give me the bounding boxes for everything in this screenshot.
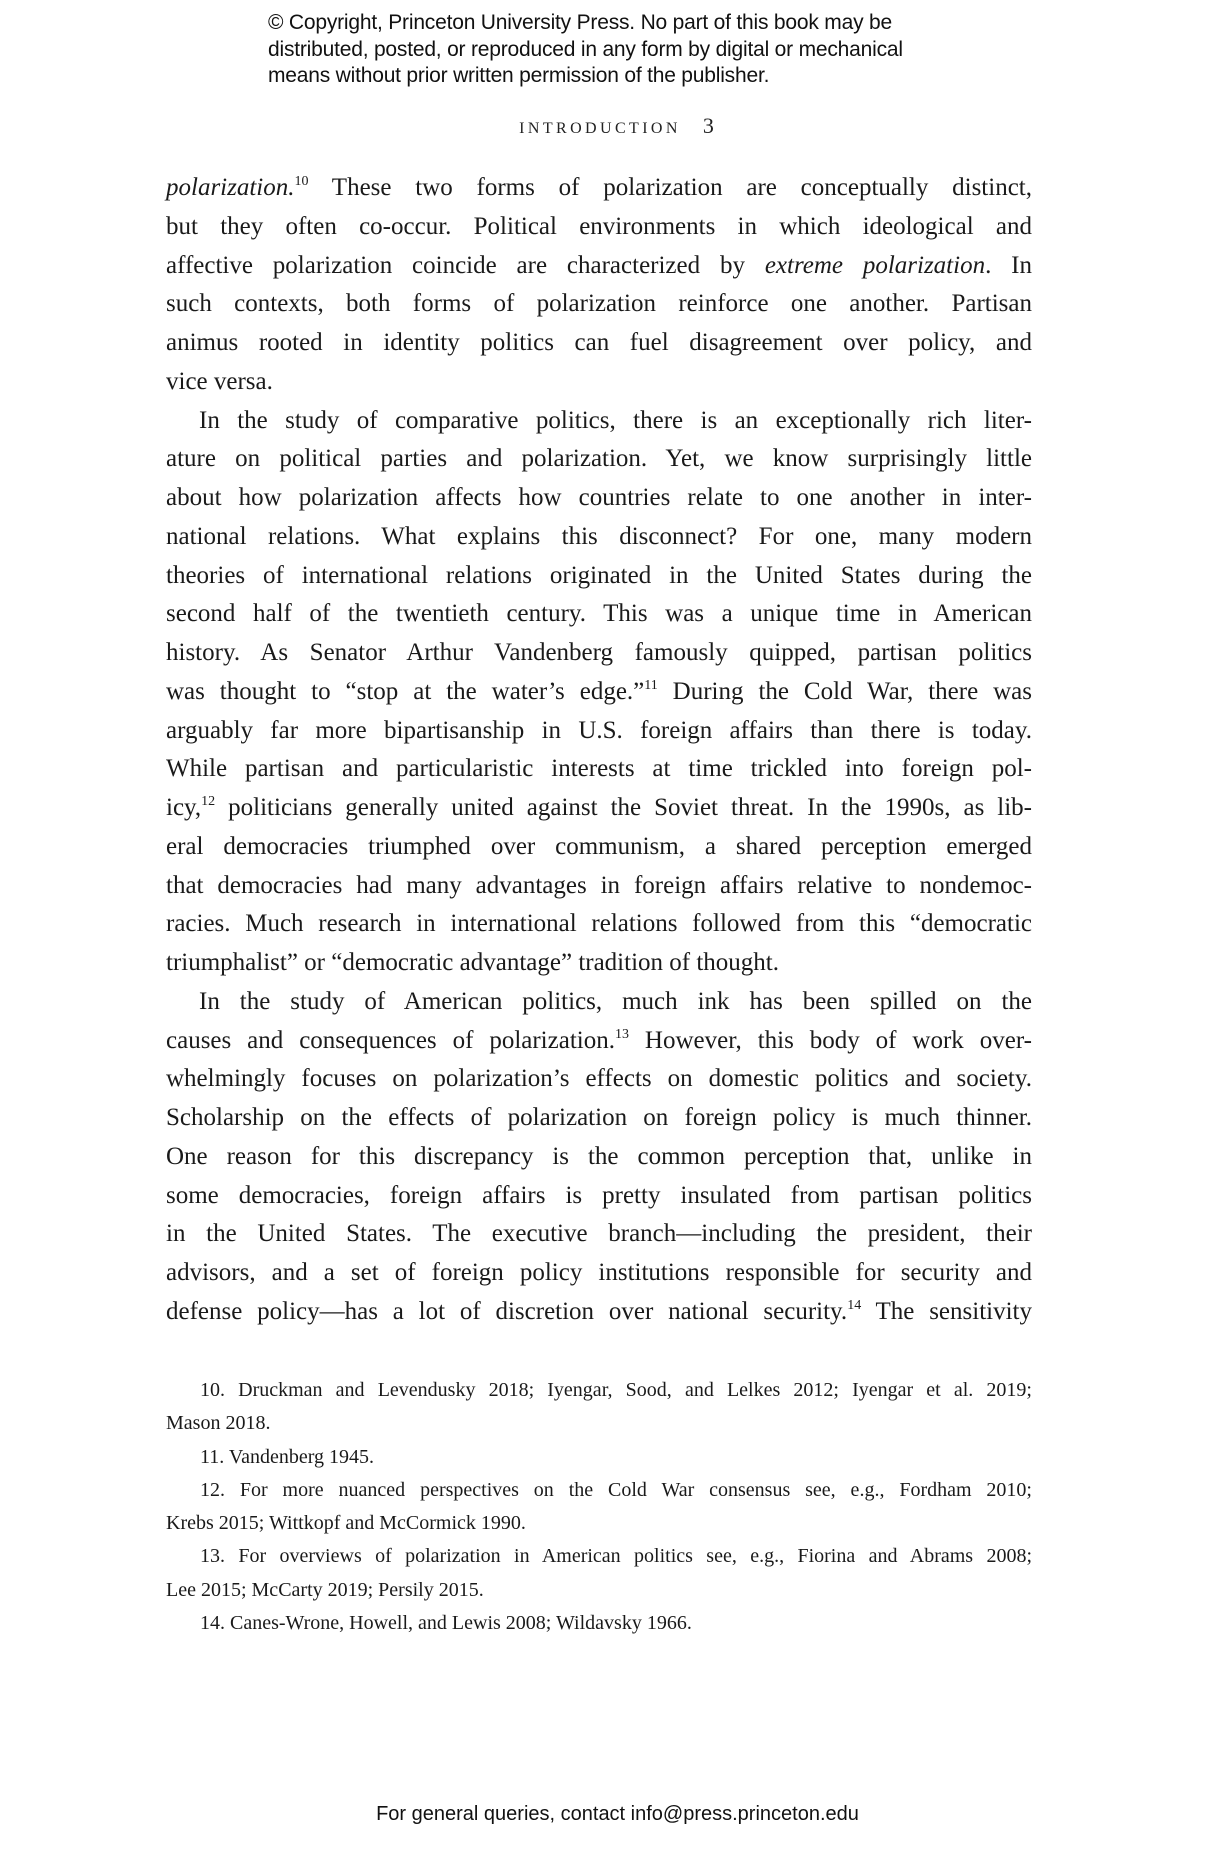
footnote-ref-10[interactable]: 10 xyxy=(294,174,309,189)
text-line: advisors, and a set of foreign policy institutions responsible for security and xyxy=(166,1259,1032,1286)
copyright-line: distributed, posted, or reproduced in any form by digital or mechanical xyxy=(268,37,903,61)
footnote-ref-11[interactable]: 11 xyxy=(644,677,658,693)
paragraph-1 xyxy=(166,169,1032,402)
text-line: triumphalist” or “democratic advantage” tradition of thought. xyxy=(166,949,779,976)
text-line: but they often co-occur. Political environments in which ideological and xyxy=(166,212,1032,240)
italic-term: extreme polarization xyxy=(764,251,986,279)
footnote-10 xyxy=(166,1374,1032,1441)
footnote-ref-12[interactable]: 12 xyxy=(201,794,216,809)
text-line: vice versa. xyxy=(166,367,273,395)
text-line: icy,$^{12}$ politicians generally united against the Soviet threat. In the 1990s, as lib- xyxy=(166,794,1032,821)
text-line: eral democracies triumphed over communism, a shared perception emerged xyxy=(166,832,1032,860)
text-line: that democracies had many advantages in foreign affairs relative to nondemoc- xyxy=(166,871,1032,899)
text-line: racies. Much research in international relations followed from this “democratic xyxy=(166,910,1032,938)
footnote-11 xyxy=(166,1441,1032,1474)
text-line: polarization.$^{10}$ These two forms of polarization are conceptually distinct, xyxy=(166,174,1032,201)
text-line: about how polarization affects how countries relate to one another in inter- xyxy=(166,484,1032,511)
footnote-line: 13. For overviews of polarization in American politics see, e.g., Fiorina and Abrams 2008; xyxy=(200,1545,1032,1568)
footnote-line: 12. For more nuanced perspectives on the Cold War consensus see, e.g., Fordham 2010; xyxy=(200,1478,1032,1501)
footnote-12 xyxy=(166,1474,1032,1541)
text-line: arguably far more bipartisanship in U.S. foreign affairs than there is today. xyxy=(166,716,1032,744)
text-line: Scholarship on the effects of polarization on foreign policy is much thinner. xyxy=(166,1104,1032,1131)
text-line: In the study of American politics, much ink has been spilled on the xyxy=(199,987,1032,1015)
running-head xyxy=(0,113,1225,139)
contact-text: For general queries, contact info@press.princeton.edu xyxy=(376,1803,859,1825)
footnote-13 xyxy=(166,1540,1032,1607)
contact-footer xyxy=(0,1803,1225,1826)
text-line: ature on political parties and polarization. Yet, we know surprisingly little xyxy=(166,445,1032,473)
paragraph-2 xyxy=(166,402,1032,983)
footnote-14 xyxy=(166,1607,1032,1640)
footnote-line: Krebs 2015; Wittkopf and McCormick 1990. xyxy=(166,1512,526,1535)
copyright-line: means without prior written permission of the publisher. xyxy=(268,64,770,88)
text-line: whelmingly focuses on polarization’s effects on domestic politics and society. xyxy=(166,1065,1032,1093)
footnote-line: 10. Druckman and Levendusky 2018; Iyengar, Sood, and Lelkes 2012; Iyengar et al. 2019; xyxy=(200,1379,1032,1401)
text-line: was thought to “stop at the water’s edge.”$^{11}$ During the Cold War, there was xyxy=(166,677,1032,705)
text-line: animus rooted in identity politics can fuel disagreement over policy, and xyxy=(166,329,1032,356)
footnotes xyxy=(166,1374,1032,1640)
copyright-line: © Copyright, Princeton University Press. No part of this book may be xyxy=(268,11,892,34)
text-line: defense policy—has a lot of discretion over national security.$^{14}$ The sensitivity xyxy=(166,1297,1032,1325)
text-line: While partisan and particularistic interests at time trickled into foreign pol- xyxy=(166,755,1032,783)
text-line: theories of international relations originated in the United States during the xyxy=(166,561,1032,589)
text-line: causes and consequences of polarization.$^{13}$ However, this body of work over- xyxy=(166,1026,1032,1054)
text-line: second half of the twentieth century. This was a unique time in American xyxy=(166,600,1032,628)
chapter-title: INTRODUCTION xyxy=(519,120,681,137)
body-text xyxy=(166,169,1032,1332)
footnote-line: Lee 2015; McCarty 2019; Persily 2015. xyxy=(166,1578,484,1601)
footnote-line: 14. Canes-Wrone, Howell, and Lewis 2008; Wildavsky 1966. xyxy=(200,1612,692,1635)
text-line: In the study of comparative politics, there is an exceptionally rich liter- xyxy=(199,406,1032,434)
text-line: national relations. What explains this disconnect? For one, many modern xyxy=(166,522,1032,550)
text-line: in the United States. The executive branch—including the president, their xyxy=(166,1220,1032,1248)
text-line: One reason for this discrepancy is the common perception that, unlike in xyxy=(166,1142,1032,1170)
text-line: such contexts, both forms of polarization reinforce one another. Partisan xyxy=(166,290,1032,318)
footnote-line: Mason 2018. xyxy=(166,1412,271,1435)
text-line: some democracies, foreign affairs is pretty insulated from partisan politics xyxy=(166,1181,1032,1209)
copyright-notice xyxy=(268,10,988,90)
text-line: affective polarization coincide are characterized by extreme polarization. In xyxy=(166,251,1032,279)
footnote-ref-13[interactable]: 13 xyxy=(614,1026,629,1042)
text-line: history. As Senator Arthur Vandenberg famously quipped, partisan politics xyxy=(166,639,1032,666)
italic-term: polarization. xyxy=(166,174,295,201)
paragraph-3 xyxy=(166,983,1032,1332)
page-number: 3 xyxy=(702,113,714,138)
footnote-line: 11. Vandenberg 1945. xyxy=(200,1445,375,1468)
footnote-ref-14[interactable]: 14 xyxy=(847,1297,862,1313)
